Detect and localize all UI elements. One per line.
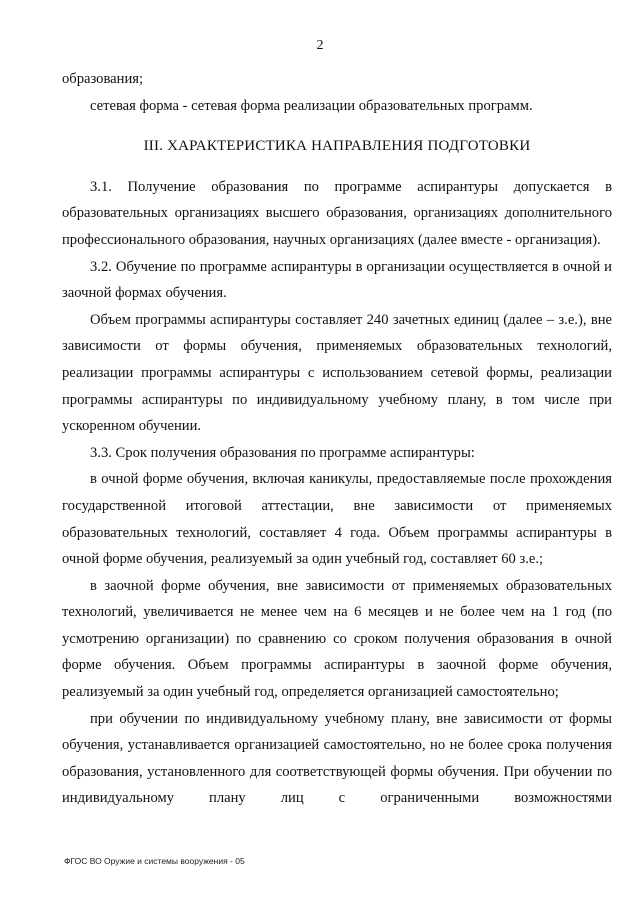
paragraph-program-volume: Объем программы аспирантуры составляет 240 зачетных единиц (далее – з.е.), вне зависимости от формы обучения, применяемых образовательных технологий, реализации программы аспирантуры с использованием сетевой формы, реализации программы аспирантуры по индивидуальному учебному плану, в том числе при ускоренном обучении. — [62, 311, 612, 435]
paragraph-individual-plan: при обучении по индивидуальному учебному плану, вне зависимости от формы обучения, устанавливается организацией самостоятельно, но не более срока получения образования, установленного для соответствующей формы обучения. При обучении по индивидуальному плану лиц с ограниченными возможностями — [62, 710, 612, 807]
paragraph-3-2: 3.2. Обучение по программе аспирантуры в организации осуществляется в очной и заочной формах обучения. — [62, 258, 612, 302]
page-number: 2 — [316, 38, 324, 53]
paragraph-3-1: 3.1. Получение образования по программе аспирантуры допускается в образовательных организациях высшего образования, организациях дополнительного профессионального образования, научных организациях (далее вместе - организация). — [62, 178, 612, 248]
paragraph-network-form: сетевая форма - сетевая форма реализации образовательных программ. — [90, 97, 533, 114]
section-heading: III. ХАРАКТЕРИСТИКА НАПРАВЛЕНИЯ ПОДГОТОВКИ — [143, 138, 531, 155]
paragraph-full-time: в очной форме обучения, включая каникулы, предоставляемые после прохождения государственной итоговой аттестации, вне зависимости от применяемых образовательных технологий, составляет 4 года. Объем программы аспирантуры в очной форме обучения, реализуемый за один учебный год, составляет 60 з.е.; — [62, 471, 612, 568]
paragraph-3-3: 3.3. Срок получения образования по программе аспирантуры: — [90, 444, 475, 461]
document-body — [62, 66, 612, 812]
paragraph-education-end: образования; — [62, 71, 144, 87]
document-footer: ФГОС ВО Оружие и системы вооружения - 05 — [64, 856, 245, 866]
paragraph-part-time: в заочной форме обучения, вне зависимости от применяемых образовательных технологий, увеличивается не менее чем на 6 месяцев и не более чем на 1 год (по усмотрению организации) по сравнению со сроком получения образования в очной форме обучения. Объем программы аспирантуры в заочной форме обучения, реализуемый за один учебный год, определяется организацией самостоятельно; — [62, 577, 612, 701]
